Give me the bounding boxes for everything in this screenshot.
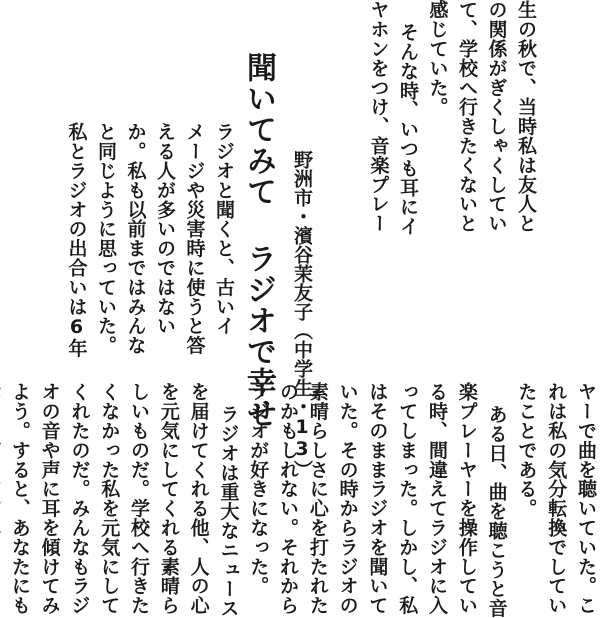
body-text-block-2: 生の秋で、当時私は友人と の関係がぎくしゃくしてい て、学校へ行きたくないと 感じていた。 そんな時、いつも耳にイ ヤホンをつけ、音楽プレー	[367, 0, 537, 236]
author-byline: 野洲市・濱谷茉友子（中学生・13）	[291, 150, 313, 479]
body-text-block-1: ラジオと聞くと、古いイ メージや災害時に使うと答 える人が多いのではない か。私も以前まではみんな と同じように思っていた。 私とラジオの出合いは6年	[65, 122, 235, 358]
body-text-block-3: ヤーで曲を聴いていた。こ れは私の気分転換でしてい たことである。 ある日、曲を聴こうと音 楽プレーヤーを操作してい る時、間違えてラジオに入 ってしまった。しかし、私 はそのままラジオを聞いて いた。その時からラジオの 素晴らしさに心を打たれた のかもしれない。それから ラジオが好きになった。 ラジオは重大なニュース を届けてくれる他、人の心 を元気にしてくれる素晴ら しいものだ。学校へ行きた くなかった私を元気にして くれたのだ。みんなもラジ オの音や声に耳を傾けてみ よう。すると、あなたにも	[8, 382, 597, 618]
article-title: 聞いてみて ラジオで幸せ	[241, 52, 276, 429]
